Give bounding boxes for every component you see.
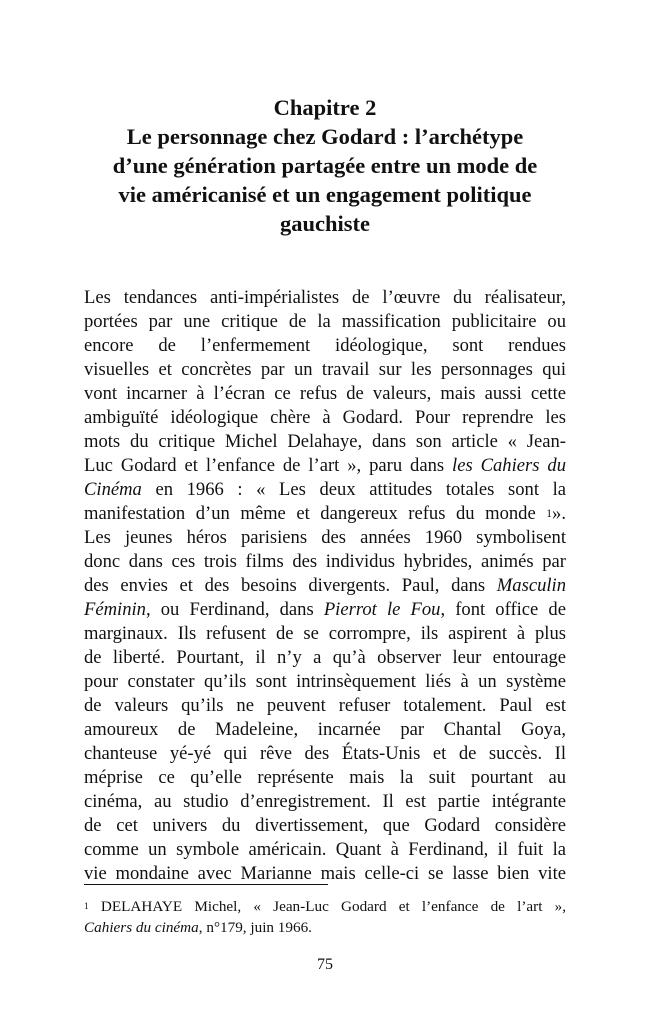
footnote-source-italic: Cahiers du cinéma [84,919,199,936]
text-line: marginaux. Ils refusent de se corrompre, ils aspirent à plus [84,623,566,644]
footnote-text: DELAHAYE Michel, « Jean-Luc Godard et l’enfance de l’art », [88,898,566,915]
text-segment: ». [552,503,566,524]
text-segment: manifestation d’un même et dangereux refus du monde [84,503,536,524]
text-line: de cet univers du divertissement, que Godard considère [84,815,566,836]
text-line: pour constater qu’ils sont intrinsèquement liés à un système [84,671,566,692]
text-segment: , font office de [440,599,566,620]
text-segment: des envies et des besoins divergents. Paul, dans [84,575,486,596]
text-segment: Luc Godard et l’enfance de l’art », paru dans [84,455,445,476]
text-segment: en 1966 : « Les deux attitudes totales sont la [141,479,566,500]
text-line: vie mondaine avec Marianne mais celle-ci se lasse bien vite [84,863,566,884]
text-line: comme un symbole américain. Quant à Ferdinand, il fuit la [84,839,566,860]
footnote-divider [84,884,328,885]
page-number: 75 [317,956,333,973]
journal-title-italic: les Cahiers du [452,455,566,476]
film-title-italic: Pierrot le Fou [323,599,441,620]
chapter-title-line: d’une génération partagée entre un mode de [112,153,538,178]
chapter-number: Chapitre 2 [273,95,377,120]
film-title-italic: Masculin [496,575,566,596]
text-line: mots du critique Michel Delahaye, dans son article « Jean- [84,431,566,452]
text-line: cinéma, au studio d’enregistrement. Il est partie intégrante [84,791,566,812]
chapter-title-line: vie américanisé et un engagement politique [118,182,532,207]
text-line [84,454,566,478]
text-line: méprise ce qu’elle représente mais la suit pourtant au [84,767,566,788]
text-line [84,598,566,622]
text-line: visuelles et concrètes par un travail sur les personnages qui [84,359,566,380]
text-line [84,574,566,598]
footnote-reference[interactable]: 1 [546,507,553,520]
text-line: chanteuse yé-yé qui rêve des États-Unis et de succès. Il [84,743,566,764]
text-line: de liberté. Pourtant, il n’y a qu’à observer leur entourage [84,647,566,668]
chapter-title-line: gauchiste [280,211,370,236]
chapter-heading [84,93,566,238]
journal-title-italic: Cinéma [84,479,142,500]
text-line: Les tendances anti-impérialistes de l’œuvre du réalisateur, [84,287,566,308]
chapter-title-line: Le personnage chez Godard : l’archétype [126,124,524,149]
film-title-italic: Féminin [84,599,146,620]
body-paragraph [84,286,566,886]
footnote-number: 1 [84,902,89,913]
text-line: de valeurs qu’ils ne peuvent refuser totalement. Paul est [84,695,566,716]
footnote-line [84,896,566,917]
text-segment: , ou Ferdinand, dans [145,599,324,620]
text-line: amoureux de Madeleine, incarnée par Chantal Goya, [84,719,566,740]
text-line [84,502,566,526]
text-line: donc dans ces trois films des individus hybrides, animés par [84,551,566,572]
text-line: encore de l’enfermement idéologique, sont rendues [84,335,566,356]
text-line [84,478,566,502]
text-line: ambiguïté idéologique chère à Godard. Pour reprendre les [84,407,566,428]
text-line: Les jeunes héros parisiens des années 1960 symbolisent [84,527,566,548]
footnote-text: , n°179, juin 1966. [198,919,312,936]
footnote-line [84,917,566,938]
text-line: vont incarner à l’écran ce refus de valeurs, mais aussi cette [84,383,566,404]
footnote [84,896,566,938]
text-line: portées par une critique de la massification publicitaire ou [84,311,566,332]
